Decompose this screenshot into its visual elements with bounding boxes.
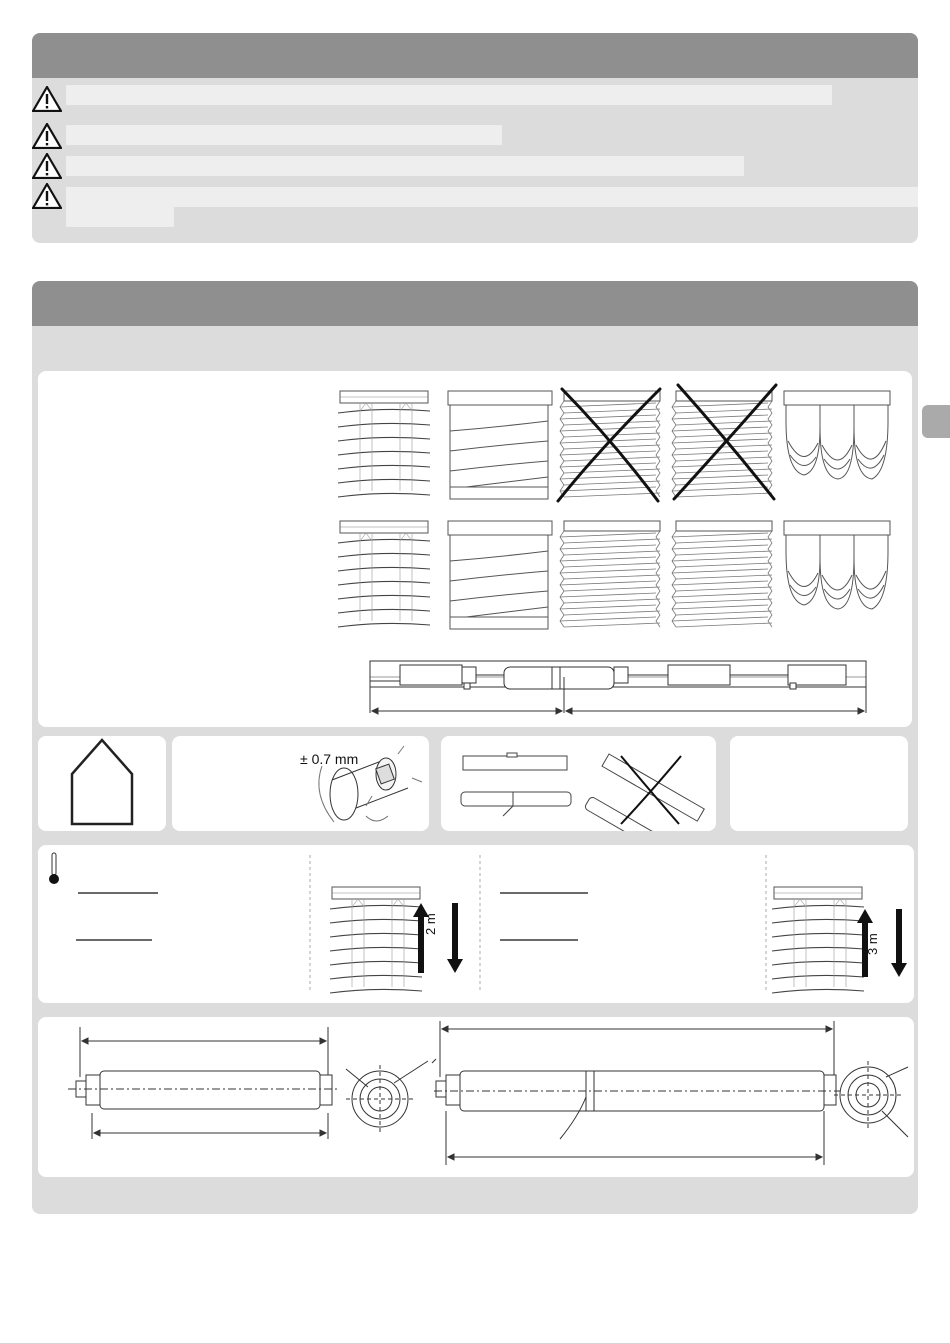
warnings-section	[32, 33, 918, 243]
level-mounting-panel	[441, 736, 716, 831]
venetian-blind-image	[772, 887, 864, 993]
venetian-blind-image	[338, 521, 430, 627]
page-side-tab	[922, 405, 950, 438]
travel-height-label: 3 m	[865, 933, 880, 955]
down-arrow-icon	[447, 903, 463, 973]
incorrect-mounting-image	[584, 754, 704, 831]
tube-end-view	[346, 1059, 436, 1133]
warnings-header	[32, 33, 918, 78]
warning-icon	[32, 86, 62, 112]
warning-text-1	[66, 85, 832, 105]
warning-icon	[32, 183, 62, 209]
down-arrow-icon	[891, 909, 907, 977]
headrail-diagram	[370, 661, 866, 714]
venetian-blind-image	[330, 887, 422, 993]
short-tube-image	[68, 1027, 338, 1139]
long-tube-image	[434, 1021, 844, 1165]
blind-types-panel	[38, 371, 912, 727]
house-icon	[72, 740, 132, 824]
warning-icon	[32, 153, 62, 179]
venetian-blind-image	[338, 391, 430, 497]
tolerance-panel	[172, 736, 429, 831]
indoor-use-panel	[38, 736, 166, 831]
thermometer-icon	[49, 853, 59, 884]
roman-blind-image	[448, 521, 552, 629]
installation-section	[32, 281, 918, 1214]
roman-blind-image	[448, 391, 552, 499]
warning-text-2	[66, 125, 502, 145]
pleated-blind-image	[560, 521, 660, 627]
warning-text-3	[66, 156, 744, 176]
warning-text-4a	[66, 187, 918, 207]
correct-mounting-image	[461, 753, 571, 816]
warning-icon	[32, 123, 62, 149]
installation-header	[32, 281, 918, 326]
tolerance-label: ± 0.7 mm	[300, 751, 359, 767]
festoon-blind-image	[784, 391, 890, 479]
blank-info-panel	[730, 736, 908, 831]
blind-types-illustration	[38, 371, 912, 727]
travel-height-label: 2 m	[423, 913, 438, 935]
tube-dimensions-panel	[38, 1017, 914, 1177]
travel-height-panel	[38, 845, 914, 1003]
festoon-blind-image	[784, 521, 890, 609]
pleated-blind-image	[672, 521, 772, 627]
warning-text-4b	[66, 207, 174, 227]
tube-end-view	[834, 1061, 908, 1137]
cross-mark	[558, 389, 660, 501]
